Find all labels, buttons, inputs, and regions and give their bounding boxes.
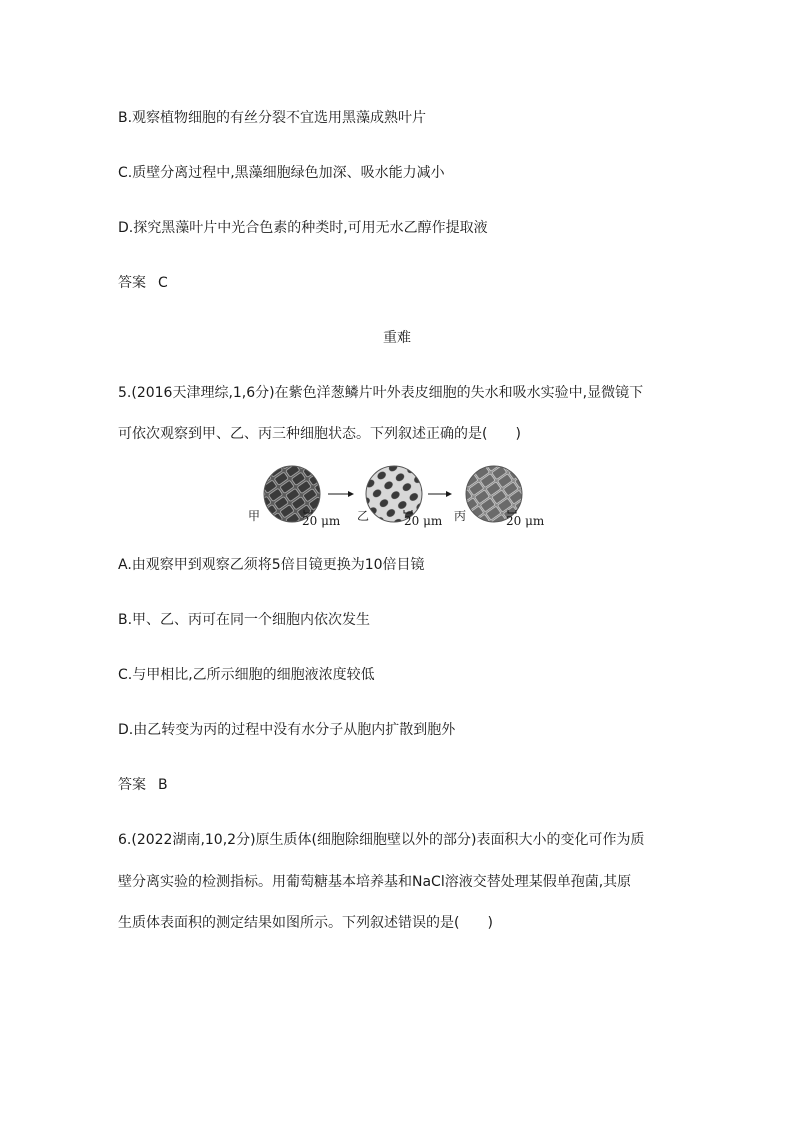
- q5-stem-line-1: 5.(2016天津理综,1,6分)在紫色洋葱鳞片叶外表皮细胞的失水和吸水实验中,显微镜下: [118, 385, 644, 401]
- q4-answer: [118, 273, 168, 293]
- q5-stem-line-2: 可依次观察到甲、乙、丙三种细胞状态。下列叙述正确的是( ): [118, 426, 521, 442]
- answer-label: 答案: [118, 777, 146, 793]
- scale-label-yi: 20 μm: [404, 514, 443, 528]
- q5-option-c: C.与甲相比,乙所示细胞的细胞液浓度较低: [118, 667, 375, 683]
- arrow-2-head: [446, 491, 452, 497]
- q4-option-c: C.质壁分离过程中,黑藻细胞绿色加深、吸水能力减小: [118, 165, 445, 181]
- answer-label: 答案: [118, 275, 146, 291]
- q4-option-b: B.观察植物细胞的有丝分裂不宜选用黑藻成熟叶片: [118, 110, 427, 126]
- panel-label-yi: 乙: [357, 509, 370, 523]
- arrow-1-head: [348, 491, 354, 497]
- scale-label-bing: 20 μm: [506, 514, 545, 528]
- scale-label-jia: 20 μm: [302, 514, 341, 528]
- q6-stem-line-2: 壁分离实验的检测指标。用葡萄糖基本培养基和NaCl溶液交替处理某假单孢菌,其原: [118, 874, 632, 890]
- section-heading: 重难: [383, 330, 411, 346]
- answer-value: C: [158, 275, 168, 291]
- q5-option-a: A.由观察甲到观察乙须将5倍目镜更换为10倍目镜: [118, 557, 425, 573]
- q5-answer: [118, 775, 168, 795]
- q6-stem-line-1: 6.(2022湖南,10,2分)原生质体(细胞除细胞壁以外的部分)表面积大小的变化可作为质: [118, 832, 645, 848]
- q5-option-d: D.由乙转变为丙的过程中没有水分子从胞内扩散到胞外: [118, 722, 456, 738]
- panel-label-bing: 丙: [454, 509, 467, 523]
- answer-value: B: [158, 777, 168, 793]
- q5-figure: [244, 462, 554, 530]
- q6-stem-line-3: 生质体表面积的测定结果如图所示。下列叙述错误的是( ): [118, 915, 493, 931]
- panel-label-jia: 甲: [248, 509, 261, 523]
- q4-option-d: D.探究黑藻叶片中光合色素的种类时,可用无水乙醇作提取液: [118, 220, 488, 236]
- q5-option-b: B.甲、乙、丙可在同一个细胞内依次发生: [118, 612, 371, 628]
